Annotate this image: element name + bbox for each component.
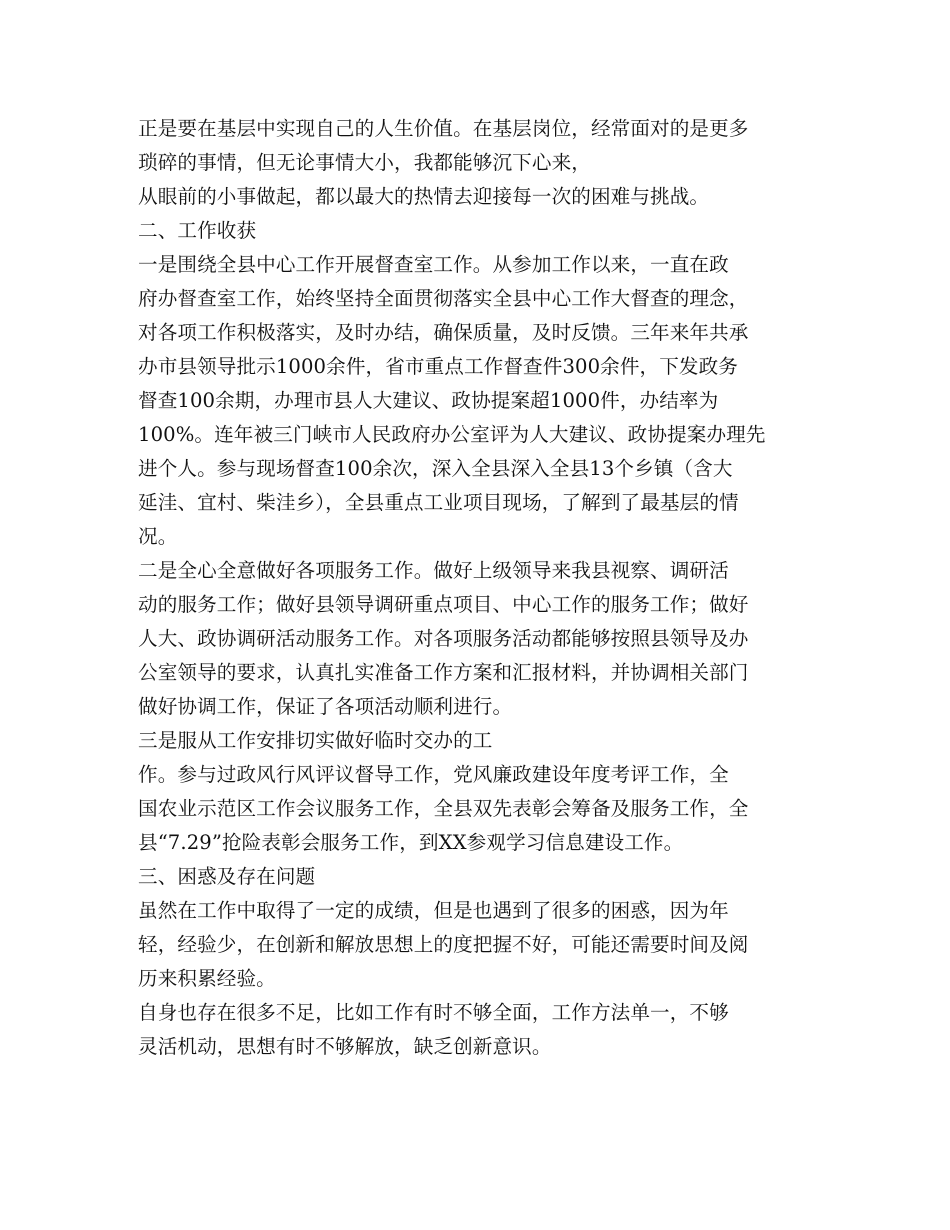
- text-line: 对各项工作积极落实，及时办结，确保质量，及时反馈。三年来年共承: [138, 321, 749, 344]
- text-line: 作。参与过政风行风评议督导工作，党风廉政建设年度考评工作，全: [138, 763, 729, 786]
- text-line: 公室领导的要求，认真扎实准备工作方案和汇报材料，并协调相关部门: [138, 661, 749, 684]
- text-line: 自身也存在很多不足，比如工作有时不够全面，工作方法单一，不够: [138, 1001, 729, 1024]
- text-line: 从眼前的小事做起，都以最大的热情去迎接每一次的困难与挑战。: [138, 185, 710, 208]
- text-line: 灵活机动，思想有时不够解放，缺乏创新意识。: [138, 1035, 552, 1058]
- text-line: 动的服务工作；做好县领导调研重点项目、中心工作的服务工作；做好: [138, 593, 749, 616]
- text-line: 三是服从工作安排切实做好临时交办的工: [138, 729, 493, 752]
- section-heading: 二、工作收获: [138, 219, 257, 242]
- text-line: 100%。连年被三门峡市人民政府办公室评为人大建议、政协提案办理先: [138, 423, 766, 446]
- text-line: 正是要在基层中实现自己的人生价值。在基层岗位，经常面对的是更多: [138, 117, 749, 140]
- text-line: 一是围绕全县中心工作开展督查室工作。从参加工作以来，一直在政: [138, 253, 729, 276]
- text-line: 国农业示范区工作会议服务工作，全县双先表彰会筹备及服务工作，全: [138, 797, 749, 820]
- text-line: 人大、政协调研活动服务工作。对各项服务活动都能够按照县领导及办: [138, 627, 749, 650]
- text-line: 做好协调工作，保证了各项活动顺利进行。: [138, 695, 513, 718]
- text-line: 二是全心全意做好各项服务工作。做好上级领导来我县视察、调研活: [138, 559, 729, 582]
- text-line: 虽然在工作中取得了一定的成绩，但是也遇到了很多的困惑，因为年: [138, 899, 729, 922]
- text-line: 府办督查室工作，始终坚持全面贯彻落实全县中心工作大督查的理念，: [138, 287, 749, 310]
- text-line: 督查100余期，办理市县人大建议、政协提案超1000件，办结率为: [138, 389, 719, 412]
- text-line: 况。: [138, 525, 178, 548]
- text-line: 琐碎的事情，但无论事情大小，我都能够沉下心来，: [138, 151, 591, 174]
- text-line: 进个人。参与现场督查100余次，深入全县深入全县13个乡镇（含大: [138, 457, 733, 480]
- text-line: 延洼、宜村、柴洼乡），全县重点工业项目现场，了解到了最基层的情: [138, 491, 739, 514]
- text-line: 县“7.29”抢险表彰会服务工作，到XX参观学习信息建设工作。: [138, 831, 684, 854]
- text-line: 历来积累经验。: [138, 967, 276, 990]
- section-heading: 三、困惑及存在问题: [138, 865, 316, 888]
- text-line: 轻，经验少，在创新和解放思想上的度把握不好，可能还需要时间及阅: [138, 933, 749, 956]
- text-line: 办市县领导批示1000余件，省市重点工作督查件300余件，下发政务: [138, 355, 738, 378]
- document-body: [138, 112, 818, 1064]
